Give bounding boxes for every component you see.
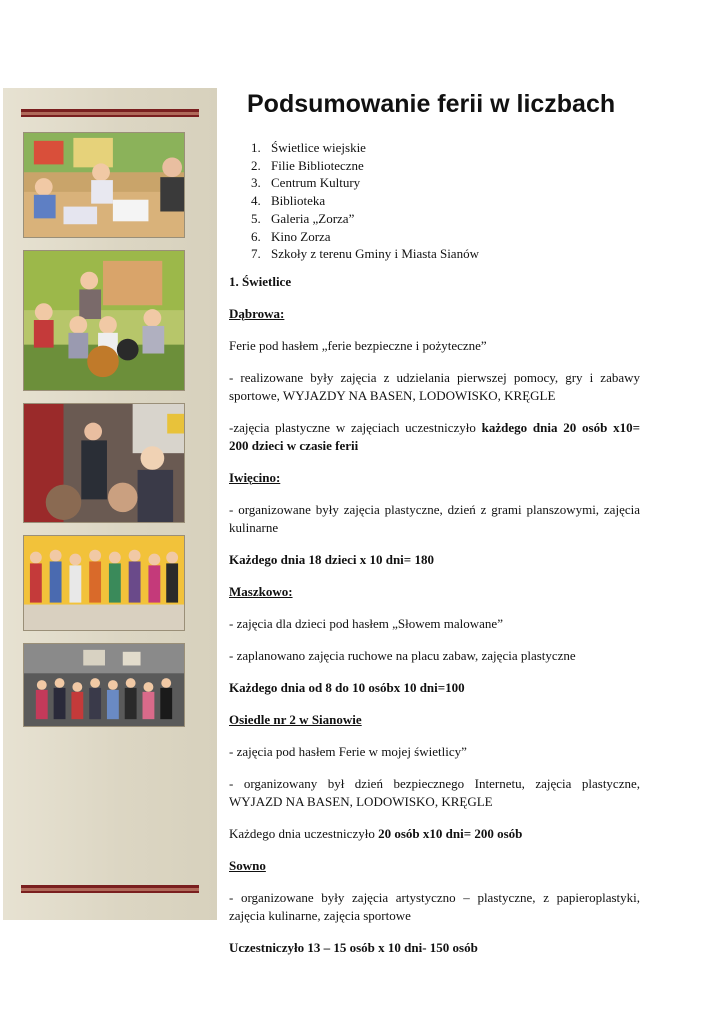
list-item: 5. Galeria „Zorza” <box>251 210 355 226</box>
list-item: 1. Świetlice wiejskie <box>251 140 366 155</box>
list-item: 4. Biblioteka <box>251 193 326 209</box>
osiedle-paragraph-1: - zajęcia pod hasłem Ferie w mojej świetlicy” <box>229 743 467 759</box>
osiedle-count: Każdego dnia uczestniczyło 20 osób x10 dni= 200 osób <box>229 825 523 841</box>
photo-children-with-teddy-bears <box>23 250 185 391</box>
photo-firefighter-visit <box>23 403 185 523</box>
dabrowa-paragraph-3: -zajęcia plastyczne w zajęciach uczestniczyło każdego dnia 20 osób x10= 200 dzieci w czasie ferii <box>229 419 640 453</box>
section-heading: 1. Świetlice <box>229 273 292 289</box>
dabrowa-paragraph-2: - realizowane były zajęcia z udzielania pierwszej pomocy, gry i zabawy sportowe, WYJAZDY NA BASEN, LODOWISKO, KRĘGLE <box>229 369 640 403</box>
photo-group-children-yellow-wall <box>23 535 185 631</box>
list-item: 7. Szkoły z terenu Gminy i Miasta Sianów <box>251 246 479 262</box>
heading-osiedle: Osiedle nr 2 w Sianowie <box>229 711 362 727</box>
heading-dabrowa: Dąbrowa: <box>229 305 285 321</box>
heading-maszkowo: Maszkowo: <box>229 583 293 599</box>
photo-sidebar <box>3 88 217 920</box>
document-content <box>229 88 640 957</box>
page-title: Podsumowanie ferii w liczbach <box>247 90 616 118</box>
maszkowo-count: Każdego dnia od 8 do 10 osóbx 10 dni=100 <box>229 679 465 695</box>
iwiecino-paragraph-1: - organizowane były zajęcia plastyczne, dzień z grami planszowymi, zajęcia kulinarne <box>229 501 640 535</box>
summary-list <box>251 139 640 263</box>
photo-children-classroom <box>23 132 185 238</box>
heading-iwiecino: Iwięcino: <box>229 469 281 485</box>
photo-group-gallery <box>23 643 185 727</box>
list-item: 3. Centrum Kultury <box>251 175 361 191</box>
sowno-count: Uczestniczyło 13 – 15 osób x 10 dni- 150 osób <box>229 939 478 955</box>
maszkowo-paragraph-1: - zajęcia dla dzieci pod hasłem „Słowem malowane” <box>229 615 503 631</box>
list-item: 2. Filie Biblioteczne <box>251 157 364 173</box>
heading-sowno: Sowno <box>229 857 266 873</box>
decorative-stripe-top <box>21 109 199 117</box>
decorative-stripe-bottom <box>21 885 199 893</box>
dabrowa-paragraph-1: Ferie pod hasłem „ferie bezpieczne i pożyteczne” <box>229 337 487 353</box>
iwiecino-count: Każdego dnia 18 dzieci x 10 dni= 180 <box>229 551 434 567</box>
list-item: 6. Kino Zorza <box>251 228 331 244</box>
osiedle-paragraph-2: - organizowany był dzień bezpiecznego Internetu, zajęcia plastyczne, WYJAZD NA BASEN, LODOWISKO, KRĘGLE <box>229 775 640 809</box>
sowno-paragraph-1: - organizowane były zajęcia artystyczno – plastyczne, z papieroplastyki, zajęcia kulinarne, zajęcia sportowe <box>229 889 640 923</box>
maszkowo-paragraph-2: - zaplanowano zajęcia ruchowe na placu zabaw, zajęcia plastyczne <box>229 647 576 663</box>
